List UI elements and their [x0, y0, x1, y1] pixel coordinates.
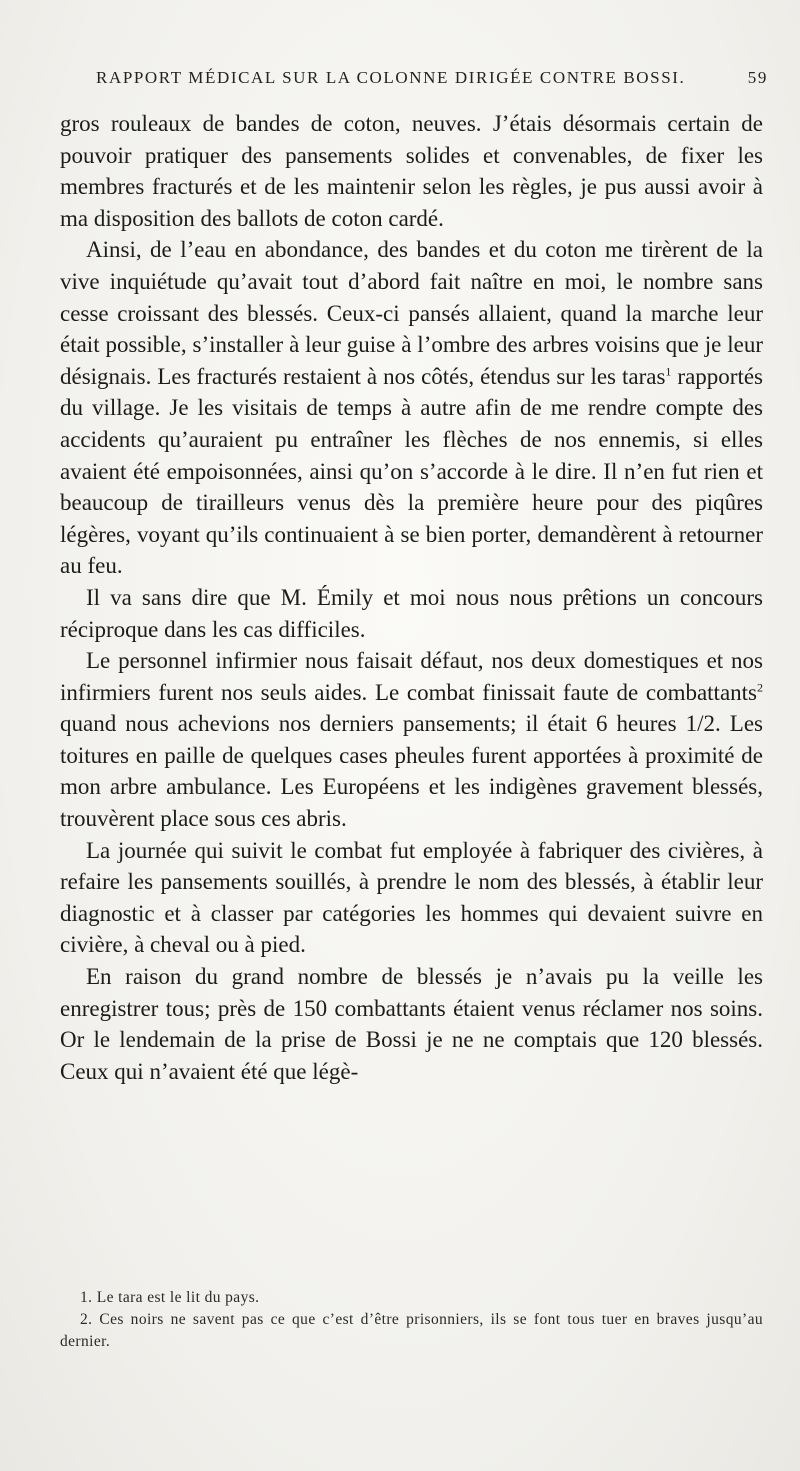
body-text [60, 108, 763, 1087]
paragraph-5: La journée qui suivit le combat fut employée à fabriquer des civières, à refaire les pansements souillés, à prendre le nom des blessés, à établir leur diagnostic et à classer par catégories les hommes qui devaient suivre en civière, à cheval ou à pied. [60, 837, 763, 958]
running-header [96, 64, 768, 94]
paragraph-4 [60, 645, 763, 835]
paragraph-4-tail: quand nous achevions nos derniers pansements; il était 6 heures 1/2. Les toitures en paille de quelques cases pheules furent apportées à proximité de mon arbre ambulance. Les Européens et les indigènes gravement blessés, trouvèrent place sous ces abris. [60, 711, 763, 832]
footnote-1: 1. Le tara est le lit du pays. [80, 1289, 260, 1306]
paragraph-2-text: Ainsi, de l’eau en abondance, des bandes et du coton me tirèrent de la vive inquiétude qu’avait tout d’abord fait naître en moi, le nombre sans cesse croissant des blessés. Ceux-ci pansés allaient, quand la marche leur était possible, s’installer à leur guise à l’ombre des arbres voisins que je leur désignais. Les fracturés restaient à nos côtés, étendus sur les taras [60, 237, 763, 389]
footnote-ref-1[interactable]: 1 [665, 364, 672, 379]
paragraph-4-text: Le personnel infirmier nous faisait défaut, nos deux domestiques et nos infirmiers furent nos seuls aides. Le combat finissait faute de combattants [60, 648, 763, 705]
paragraph-1: gros rouleaux de bandes de coton, neuves. J’étais désormais certain de pouvoir pratiquer des pansements solides et convenables, de fixer les membres fracturés et de les maintenir selon les règles, je pus aussi avoir à ma disposition des ballots de coton cardé. [60, 111, 763, 231]
paragraph-2 [60, 234, 763, 582]
paragraph-6: En raison du grand nombre de blessés je n’avais pu la veille les enregistrer tous; près de 150 combattants étaient venus réclamer nos soins. Or le lendemain de la prise de Bossi je ne ne comptais que 120 blessés. Ceux qui n’avaient été que légè- [60, 964, 763, 1084]
footnotes [60, 1287, 763, 1353]
footnote-2: 2. Ces noirs ne savent pas ce que c’est d’être prisonniers, ils se font tous tuer en braves jusqu’au dernier. [60, 1311, 763, 1350]
header-title: RAPPORT MÉDICAL SUR LA COLONNE DIRIGÉE CONTRE BOSSI. [96, 68, 686, 87]
footnote-ref-2[interactable]: 2 [757, 680, 763, 695]
paragraph-3: Il va sans dire que M. Émily et moi nous nous prêtions un concours réciproque dans les cas difficiles. [60, 584, 763, 642]
page-number: 59 [747, 68, 768, 87]
paragraph-2-tail: rapportés du village. Je les visitais de temps à autre afin de me rendre compte des accidents qu’auraient pu entraîner les flèches de nos ennemis, si elles avaient été empoisonnées, ainsi qu’on s’accorde à le dire. Il n’en fut rien et beaucoup de tirailleurs venus dès la première heure pour des piqûres légères, voyant qu’ils continuaient à se bien porter, demandèrent à retourner au feu. [60, 363, 763, 579]
